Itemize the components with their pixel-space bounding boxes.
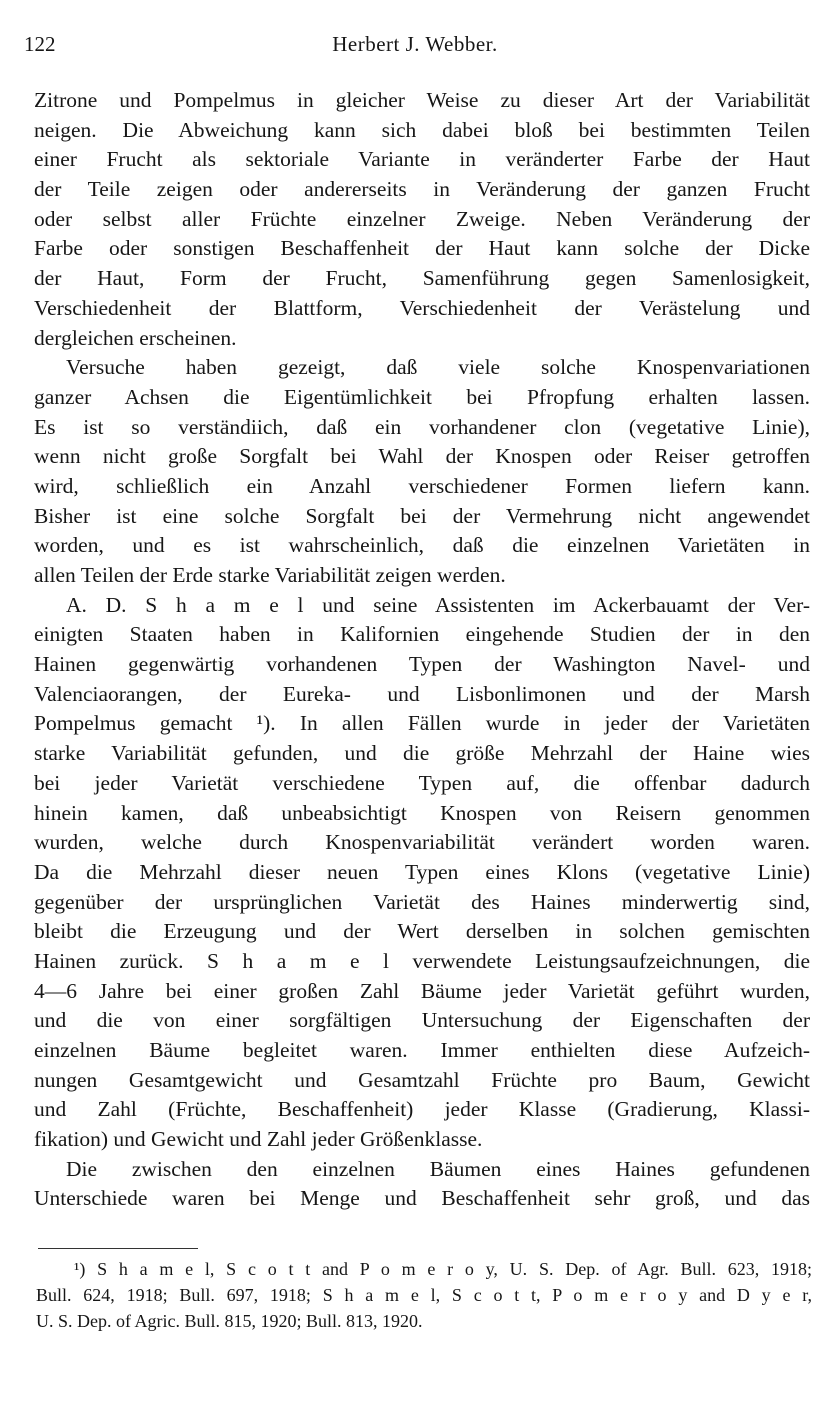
text-line: Es ist so verständiich, daß ein vorhandener clon (vegetative Linie), [34, 414, 810, 439]
page-number: 122 [24, 32, 56, 56]
text-line: bei jeder Varietät verschiedene Typen auf, die offenbar dadurch [34, 770, 810, 795]
text-line: einer Frucht als sektoriale Variante in veränderter Farbe der Haut [34, 147, 810, 172]
text-line: dergleichen erscheinen. [34, 325, 237, 350]
text-line: Farbe oder sonstigen Beschaffenheit der Haut kann solche der Dicke [34, 236, 810, 261]
text-line: Zitrone und Pompelmus in gleicher Weise zu dieser Art der Variabilität [34, 88, 810, 112]
text-line: neigen. Die Abweichung kann sich dabei bloß bei bestimmten Teilen [34, 117, 810, 142]
paragraph-start: Versuche haben gezeigt, daß viele solche Knospenvariationen [66, 355, 810, 380]
footnote-line: Bull. 624, 1918; Bull. 697, 1918; S h a m e l, S c o t t, P o m e r o y and D y e r, [36, 1285, 812, 1305]
text-line: einzelnen Bäume begleitet waren. Immer enthielten diese Aufzeich- [34, 1038, 810, 1062]
paragraph-start: Die zwischen den einzelnen Bäumen eines Haines gefundenen [66, 1156, 810, 1181]
text-line: Pompelmus gemacht ¹). In allen Fällen wurde in jeder der Varietäten [34, 711, 810, 736]
text-line: Bisher ist eine solche Sorgfalt bei der Vermehrung nicht angewendet [34, 503, 810, 528]
text-line: oder selbst aller Früchte einzelner Zweige. Neben Veränderung der [34, 206, 810, 231]
text-line: und Zahl (Früchte, Beschaffenheit) jeder Klasse (Gradierung, Klassi- [34, 1097, 810, 1122]
text-line: allen Teilen der Erde starke Variabilität zeigen werden. [34, 563, 506, 587]
text-line: Verschiedenheit der Blattform, Verschiedenheit der Verästelung und [34, 295, 810, 320]
text-line: gegenüber der ursprünglichen Varietät des Haines minderwertig sind, [34, 889, 810, 914]
text-line: starke Variabilität gefunden, und die größe Mehrzahl der Haine wies [34, 741, 810, 766]
running-head [24, 32, 806, 58]
text-line: der Teile zeigen oder andererseits in Veränderung der ganzen Frucht [34, 177, 810, 202]
text-line: bleibt die Erzeugung und der Wert derselben in solchen gemischten [34, 919, 810, 944]
paragraph-start: A. D. S h a m e l und seine Assistenten im Ackerbauamt der Ver- [66, 592, 810, 617]
text-line: Hainen zurück. S h a m e l verwendete Leistungsaufzeichnungen, die [34, 948, 810, 973]
text-line: der Haut, Form der Frucht, Samenführung gegen Samenlosigkeit, [34, 266, 810, 291]
footnote-line: U. S. Dep. of Agric. Bull. 815, 1920; Bull. 813, 1920. [36, 1311, 423, 1331]
text-line: und die von einer sorgfältigen Untersuchung der Eigenschaften der [34, 1008, 810, 1033]
text-line: Unterschiede waren bei Menge und Beschaffenheit sehr groß, und das [34, 1186, 810, 1211]
text-line: wird, schließlich ein Anzahl verschiedener Formen liefern kann. [34, 473, 810, 498]
text-line: einigten Staaten haben in Kalifornien eingehende Studien der in den [34, 622, 810, 647]
text-line: Da die Mehrzahl dieser neuen Typen eines Klons (vegetative Linie) [34, 859, 810, 884]
body-text [34, 86, 810, 1214]
footnote [36, 1256, 812, 1334]
text-line: 4—6 Jahre bei einer großen Zahl Bäume jeder Varietät geführt wurden, [34, 978, 810, 1003]
text-line: hinein kamen, daß unbeabsichtigt Knospen von Reisern genommen [34, 800, 810, 825]
text-line: ganzer Achsen die Eigentümlichkeit bei Pfropfung erhalten lassen. [34, 384, 810, 409]
footnote-line: ¹) S h a m e l, S c o t t and P o m e r o y, U. S. Dep. of Agr. Bull. 623, 1918; [74, 1259, 812, 1279]
text-line: Hainen gegenwärtig vorhandenen Typen der Washington Navel- und [34, 652, 810, 677]
footnote-divider [38, 1248, 198, 1249]
text-line: wenn nicht große Sorgfalt bei Wahl der Knospen oder Reiser getroffen [34, 444, 810, 469]
text-line: fikation) und Gewicht und Zahl jeder Größenklasse. [34, 1127, 483, 1152]
text-line: wurden, welche durch Knospenvariabilität verändert worden waren. [34, 830, 810, 855]
text-line: Valenciaorangen, der Eureka- und Lisbonlimonen und der Marsh [34, 681, 810, 706]
text-line: nungen Gesamtgewicht und Gesamtzahl Früchte pro Baum, Gewicht [34, 1067, 810, 1092]
text-line: worden, und es ist wahrscheinlich, daß die einzelnen Varietäten in [34, 533, 810, 558]
running-title: Herbert J. Webber. [332, 32, 498, 56]
